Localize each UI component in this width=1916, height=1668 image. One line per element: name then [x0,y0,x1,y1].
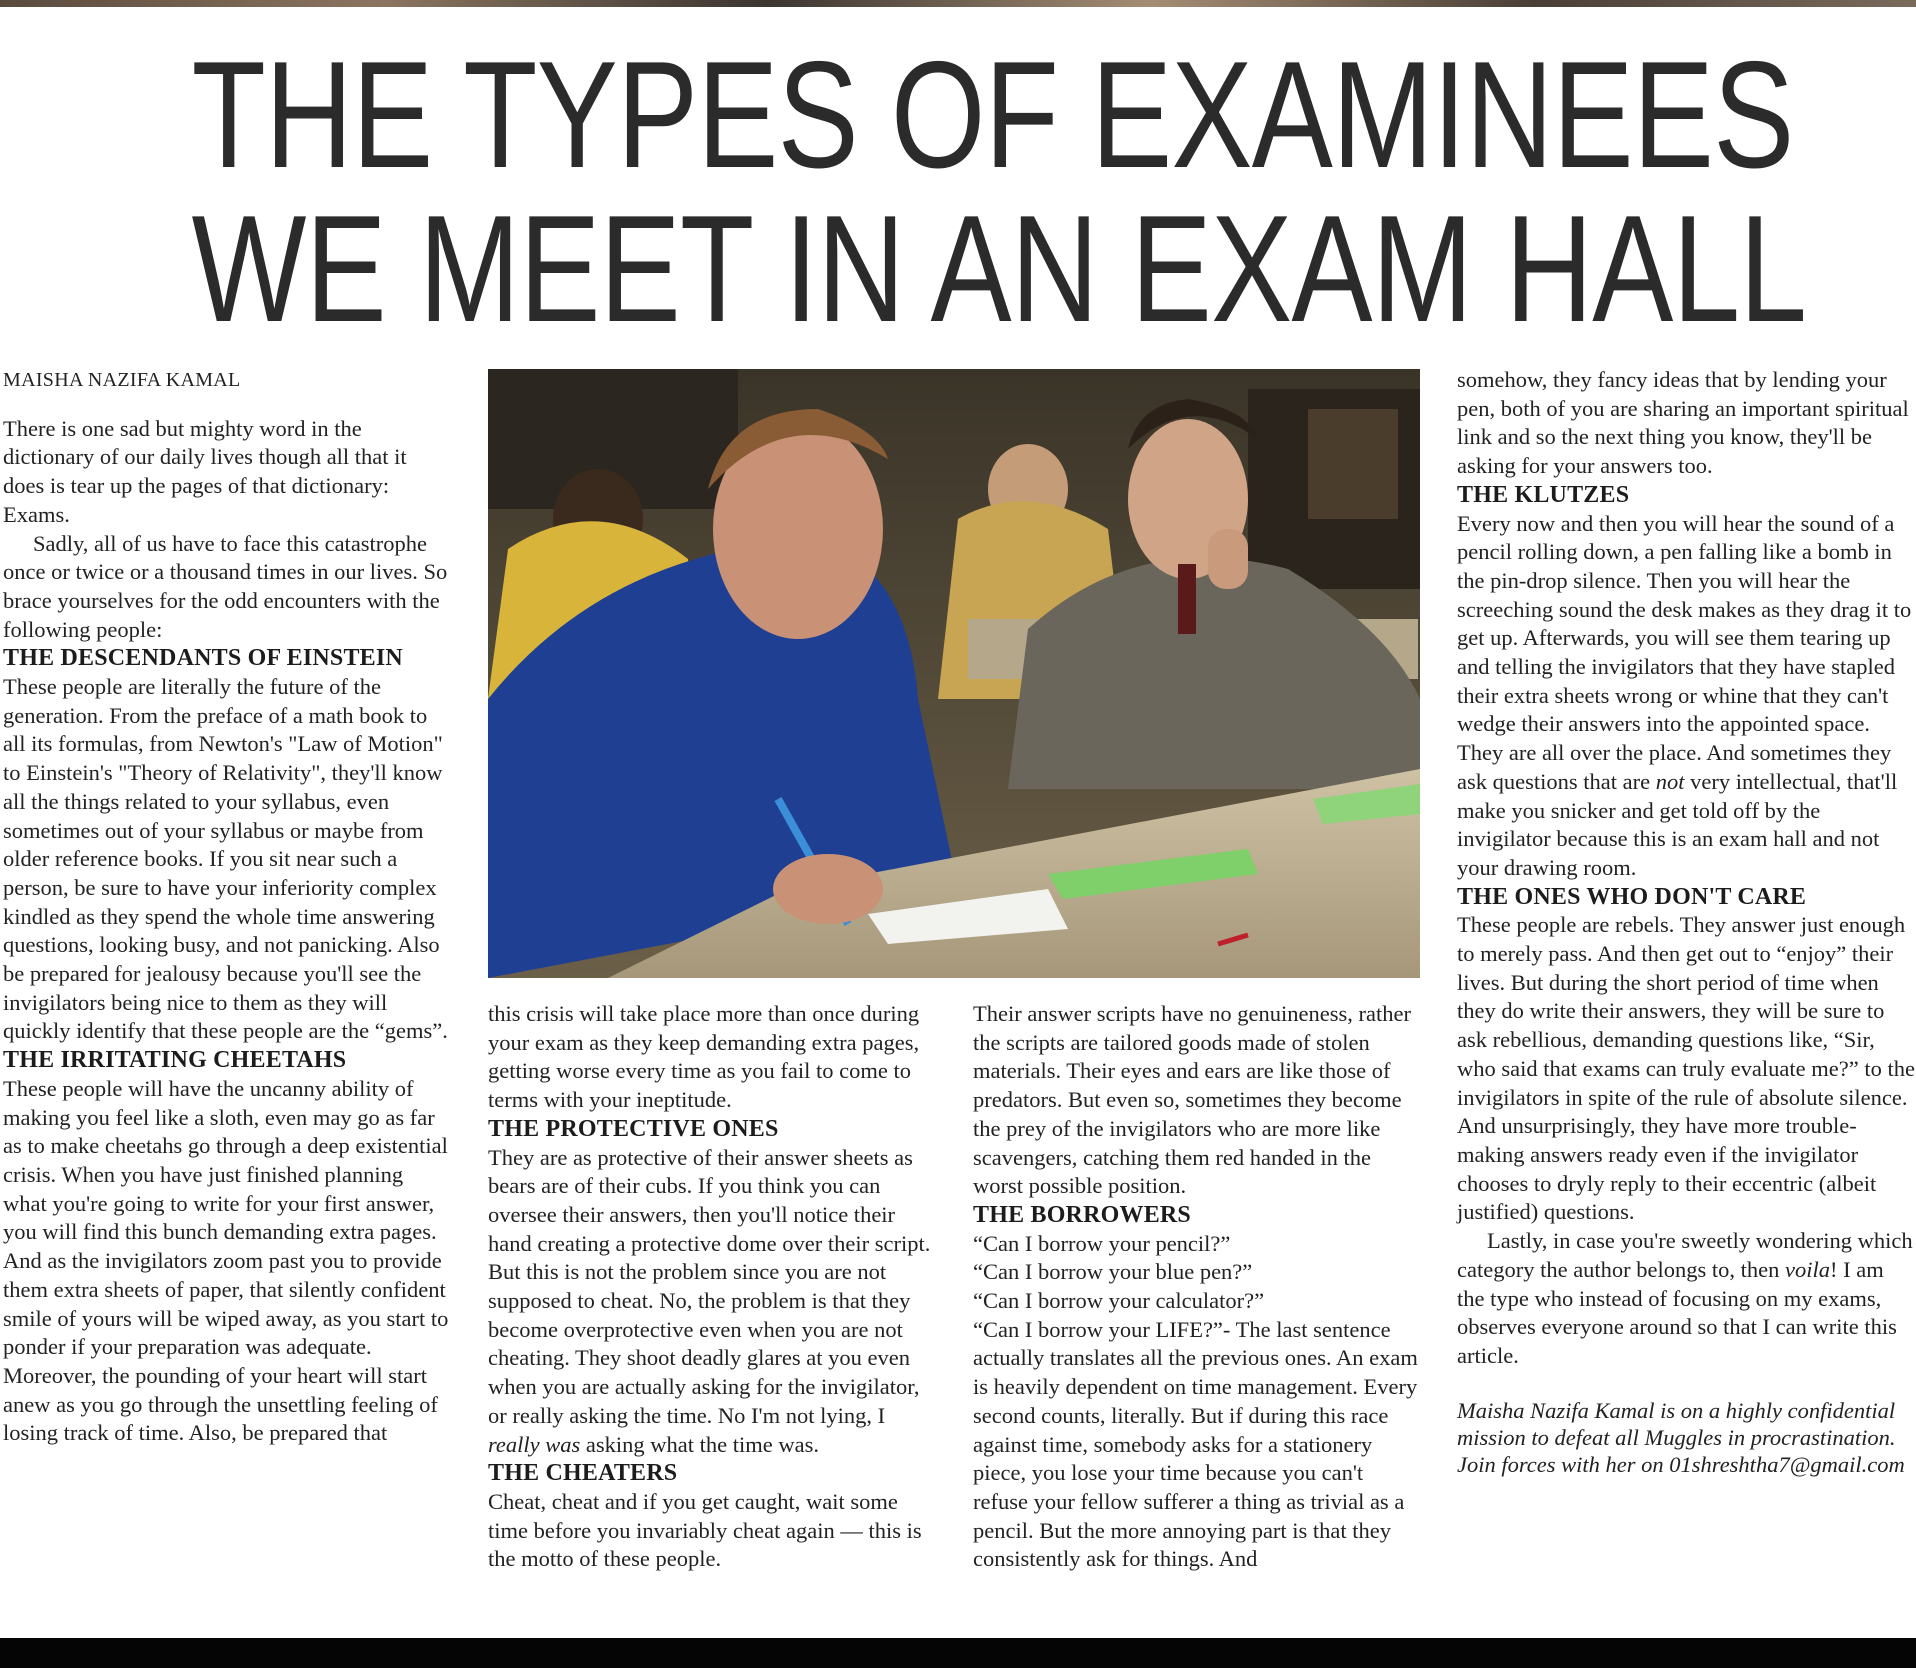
protective-body [488,1144,938,1460]
heading-einstein: THE DESCENDANTS OF EINSTEIN [3,645,403,672]
heading-cheetahs: THE IRRITATING CHEETAHS [3,1047,347,1074]
cheaters-body-part-1: Cheat, cheat and if you get caught, wait some time before you invariably cheat again — this is the motto of these people. [488,1488,922,1572]
heading-klutzes: THE KLUTZES [1457,481,1630,508]
heading-borrowers: THE BORROWERS [973,1201,1191,1228]
heading-cheaters: THE CHEATERS [488,1460,678,1487]
intro-paragraph-1: There is one sad but mighty word in the dictionary of our daily lives though all that it does is tear up the pages of that dictionary: [3,415,407,499]
column-3 [973,1000,1423,1574]
column-2 [488,1000,938,1574]
borrowers-body-part-1: “Can I borrow your LIFE?”- The last sentence actually translates all the previous ones. An exam is heavily dependent on time management. Every second counts, literally. But if during this race against time, somebody asks for a stationery piece, you lose your time because you can't refuse your fellow sufferer a thing as trivial as a pencil. But the more annoying part is that they consistently ask for things. And [973,1316,1418,1572]
cheaters-body-part-2: Their answer scripts have no genuineness, rather the scripts are tailored goods made of stolen materials. Their eyes and ears are like those of predators. But even so, sometimes they become the prey of the invigilators who are more like scavengers, catching them red handed in the worst possible position. [973,1001,1411,1199]
headline [191,30,1807,354]
klutzes-text-end: very intellectual, that'll make you snicker and get told off by the invigilator because this is an exam hall and not your drawing room. [1457,768,1898,880]
klutzes-text: Every now and then you will hear the sound of a pencil rolling down, a pen falling like a bomb in the pin-drop silence. Then you will hear the screeching sound the desk makes as they drag it to get up. Afterwards, you will see them tearing up and telling the invigilators that they have stapled their extra sheets wrong or whine that they can't wedge their answers into the appointed space. They are all over the place. And sometimes they ask questions that are [1457,510,1912,794]
intro-paragraph-3: Sadly, all of us have to face this catastrophe once or twice or a thousand times in our lives. So brace yourselves for the odd encounters with the following people: [3,530,448,642]
byline: MAISHA NAZIFA KAMAL [3,369,241,391]
borrowers-quote-1: “Can I borrow your pencil?” [973,1230,1231,1256]
closing-paragraph [1457,1227,1915,1371]
borrowers-quote-2: “Can I borrow your blue pen?” [973,1259,1253,1285]
cheetahs-body-part-2: this crisis will take place more than once during your exam as they keep demanding extra pages, getting worse every time as you fail to come to terms with your ineptitude. [488,1001,920,1113]
closing-emphasis: voila [1785,1256,1831,1282]
headline-line-2: WE MEET IN AN EXAM HALL [191,184,1807,354]
heading-protective: THE PROTECTIVE ONES [488,1115,779,1142]
headline-line-1: THE TYPES OF EXAMINEES [191,30,1794,200]
closing-text: Lastly, in case you're sweetly wondering which category the author belongs to, then [1457,1228,1913,1282]
cheetahs-body-part-1: These people will have the uncanny ability of making you feel like a sloth, even may go as far as to make cheetahs go through a deep existential crisis. When you have just finished planning what you're going to write for your first answer, you will find this bunch demanding extra pages. And as the invigilators zoom past you to provide them extra sheets of paper, that silently confident smile of yours will be wiped away, as you start to ponder if your preparation was adequate. Moreover, the pounding of your heart will start anew as you go through the unsettling feeling of losing track of time. Also, be prepared that [3,1075,449,1446]
heading-dont-care: THE ONES WHO DON'T CARE [1457,883,1807,910]
intro-paragraph-2: Exams. [3,501,70,527]
exam-hall-photo [488,369,1420,978]
borrowers-quote-3: “Can I borrow your calculator?” [973,1288,1265,1314]
protective-emphasis: really was [488,1431,581,1457]
bottom-bar [0,1638,1916,1668]
einstein-body: These people are literally the future of the generation. From the preface of a math book to all its formulas, from Newton's "Law of Motion" to Einstein's "Theory of Relativity", they'll know all the things related to your syllabus, even sometimes out of your syllabus or maybe from older reference books. If you sit near such a person, be sure to have your inferiority complex kindled as they spend the whole time answering questions, looking busy, and not panicking. Also be prepared for jealousy because you'll see the invigilators being nice to them as they will quickly identify that these people are the “gems”. [3,674,448,1044]
column-4 [1457,366,1915,1478]
column-1 [3,366,449,1448]
top-photo-strip [0,0,1916,7]
borrowers-body-part-2: somehow, they fancy ideas that by lending your pen, both of you are sharing an important spiritual link and so the next thing you know, they'll be asking for your answers too. [1457,367,1909,479]
author-bio: Maisha Nazifa Kamal is on a highly confidential mission to defeat all Muggles in procrastination. Join forces with her on 01shreshtha7@gmail.com [1457,1397,1905,1477]
protective-text-end: asking what the time was. [580,1431,819,1457]
exam-hall-illustration [488,369,1420,978]
klutzes-emphasis: not [1655,768,1685,794]
klutzes-body [1457,510,1915,883]
closing-text-end: ! I am the type who instead of focusing on my exams, observes everyone around so that I can write this article. [1457,1256,1897,1368]
dont-care-body: These people are rebels. They answer just enough to merely pass. And then get out to “enjoy” their lives. But during the short period of time when they do write their answers, they will be sure to ask rebellious, demanding questions like, “Sir, who said that exams can truly evaluate me?” to the invigilators in spite of the rule of absolute silence. And unsurprisingly, they have more trouble-making answers ready even if the invigilator chooses to dryly reply to their eccentric (albeit justified) questions. [1457,912,1915,1225]
protective-text: They are as protective of their answer sheets as bears are of their cubs. If you think you can oversee their answers, then you'll notice their hand creating a protective dome over their script. But this is not the problem since you are not supposed to cheat. No, the problem is that they become overprotective even when you are not cheating. They shoot deadly glares at you even when you are actually asking for the invigilator, or really asking the time. No I'm not lying, I [488,1144,931,1428]
